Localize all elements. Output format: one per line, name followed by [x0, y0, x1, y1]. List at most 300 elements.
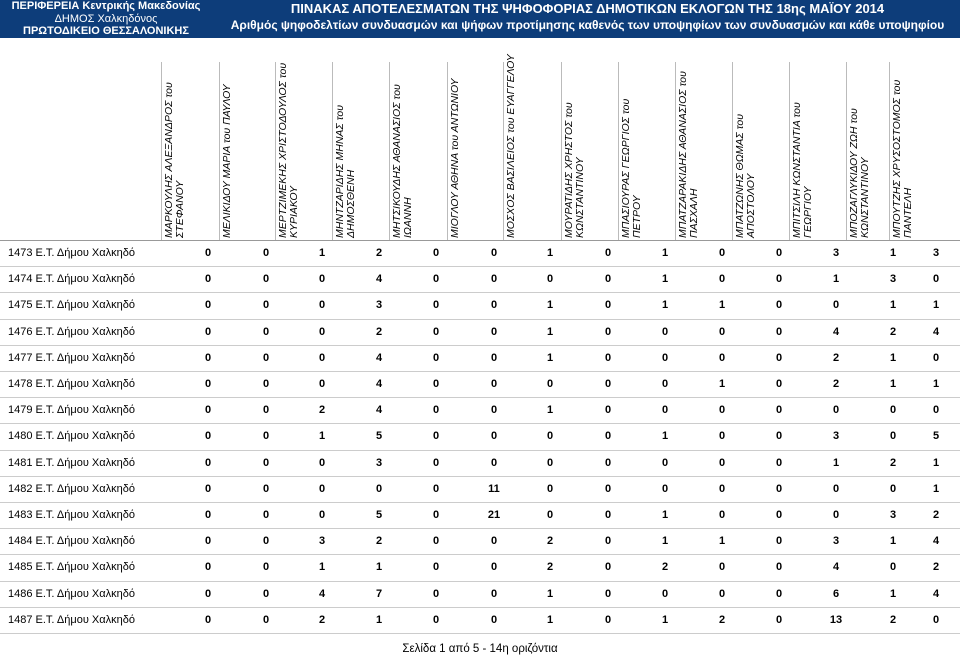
- table-cell: 3: [318, 535, 326, 548]
- table-cell: 0: [490, 378, 498, 390]
- column-header-line: ΣΤΕΦΑΝΟΥ: [174, 180, 186, 238]
- table-cell: 0: [432, 430, 440, 443]
- table-cell: 3: [932, 247, 940, 259]
- column-header: [505, 54, 536, 238]
- table-cell: 0: [775, 247, 783, 259]
- column-divider: [389, 62, 390, 240]
- table-cell: 0: [262, 351, 270, 364]
- table-cell: 0: [832, 482, 840, 495]
- table-cell: 0: [932, 613, 940, 626]
- table-row: [0, 241, 960, 267]
- table-cell: 0: [604, 299, 612, 312]
- table-cell: 0: [604, 482, 612, 495]
- page-header: [0, 0, 960, 38]
- table-cell: 21: [487, 509, 501, 521]
- table-cell: 1: [889, 351, 897, 364]
- table-cell: 0: [775, 587, 783, 600]
- table-cell: 4: [932, 535, 940, 548]
- table-cell: 1: [718, 299, 726, 312]
- table-cell: 0: [718, 273, 726, 286]
- column-header-line: ΜΙΟΓΛΟΥ ΑΘΗΝΑ του ΑΝΤΩΝΙΟΥ: [449, 78, 461, 238]
- table-cell: 1: [661, 430, 669, 443]
- table-cell: 0: [490, 247, 498, 259]
- table-cell: 0: [490, 535, 498, 548]
- table-cell: 2: [932, 509, 940, 521]
- table-cell: 1: [661, 273, 669, 286]
- table-cell: 0: [604, 509, 612, 521]
- column-header-line: ΜΟΣΧΟΣ ΒΑΣΙΛΕΙΟΣ του ΕΥΑΓΓΕΛΟΥ: [505, 54, 517, 238]
- column-divider: [447, 62, 448, 240]
- column-header-line: ΓΕΩΡΓΙΟΥ: [802, 186, 814, 238]
- table-cell: 0: [546, 456, 554, 469]
- row-label: 1483 Ε.Τ. Δήμου Χαλκηδό: [8, 509, 135, 521]
- table-cell: 0: [432, 587, 440, 600]
- table-cell: 0: [318, 456, 326, 469]
- table-cell: 0: [204, 430, 212, 443]
- column-divider: [161, 62, 162, 240]
- row-label: 1477 Ε.Τ. Δήμου Χαλκηδό: [8, 351, 135, 364]
- table-cell: 0: [432, 404, 440, 417]
- table-row: [0, 503, 960, 529]
- row-label: 1484 Ε.Τ. Δήμου Χαλκηδό: [8, 535, 135, 548]
- table-cell: 0: [546, 378, 554, 390]
- table-cell: 0: [718, 456, 726, 469]
- column-divider: [561, 62, 562, 240]
- table-cell: 1: [546, 587, 554, 600]
- header-right: [215, 0, 960, 34]
- table-cell: 0: [661, 351, 669, 364]
- table-cell: 1: [832, 456, 840, 469]
- table-cell: 4: [832, 325, 840, 338]
- table-cell: 1: [932, 378, 940, 390]
- table-row: [0, 398, 960, 424]
- table-cell: 1: [546, 404, 554, 417]
- column-header: [849, 63, 879, 238]
- table-cell: 2: [718, 613, 726, 626]
- table-cell: 0: [490, 404, 498, 417]
- table-cell: 0: [204, 456, 212, 469]
- table-cell: 0: [432, 509, 440, 521]
- table-cell: 0: [775, 325, 783, 338]
- table-cell: 4: [375, 378, 383, 390]
- table-cell: 0: [661, 325, 669, 338]
- table-cell: 0: [432, 535, 440, 548]
- table-row: [0, 477, 960, 503]
- table-cell: 0: [204, 351, 212, 364]
- table-row: [0, 372, 960, 398]
- table-cell: 1: [661, 247, 669, 259]
- column-header-line: ΚΩΝΣΤΑΝΤΙΝΟΥ: [574, 157, 586, 238]
- table-cell: 0: [490, 273, 498, 286]
- column-divider: [618, 62, 619, 240]
- column-header-line: ΠΕΤΡΟΥ: [631, 195, 643, 238]
- table-row: [0, 529, 960, 555]
- column-header-line: ΜΟΥΡΑΤΙΔΗΣ ΧΡΗΣΤΟΣ του: [563, 102, 575, 238]
- table-cell: 0: [262, 378, 270, 390]
- column-header-line: ΜΑΡΚΟΥΛΗΣ ΑΛΕΞΑΝΔΡΟΣ του: [163, 82, 175, 238]
- page-footer: Σελίδα 1 από 5 - 14η οριζόντια: [402, 643, 558, 655]
- column-divider: [732, 62, 733, 240]
- table-cell: 0: [204, 325, 212, 338]
- table-cell: 0: [204, 509, 212, 521]
- table-cell: 1: [661, 535, 669, 548]
- row-label: 1473 Ε.Τ. Δήμου Χαλκηδό: [8, 247, 135, 259]
- column-header-line: ΜΠΟΥΤΖΗΣ ΧΡΥΣΟΣΤΟΜΟΣ του: [891, 79, 903, 238]
- table-cell: 0: [262, 587, 270, 600]
- table-cell: 0: [604, 613, 612, 626]
- table-row: [0, 293, 960, 319]
- table-cell: 1: [546, 351, 554, 364]
- header-left: [0, 0, 212, 38]
- column-header: [222, 63, 252, 238]
- table-cell: 0: [775, 613, 783, 626]
- table-cell: 0: [604, 561, 612, 574]
- table-cell: 1: [546, 299, 554, 312]
- table-cell: 3: [832, 535, 840, 548]
- column-header-line: ΚΩΝΣΤΑΝΤΙΝΟΥ: [859, 157, 871, 238]
- row-label: 1474 Ε.Τ. Δήμου Χαλκηδό: [8, 273, 135, 286]
- table-cell: 0: [604, 351, 612, 364]
- table-cell: 0: [318, 482, 326, 495]
- court-label: ΠΡΩΤΟΔΙΚΕΙΟ ΘΕΣΣΑΛΟΝΙΚΗΣ: [23, 25, 189, 37]
- table-cell: 6: [832, 587, 840, 600]
- table-cell: 0: [262, 299, 270, 312]
- table-row: [0, 608, 960, 634]
- row-label: 1485 Ε.Τ. Δήμου Χαλκηδό: [8, 561, 135, 574]
- table-cell: 4: [932, 587, 940, 600]
- table-cell: 0: [775, 351, 783, 364]
- table-cell: 0: [204, 273, 212, 286]
- table-cell: 0: [832, 299, 840, 312]
- table-row: [0, 582, 960, 608]
- table-cell: 1: [932, 299, 940, 312]
- table-cell: 5: [932, 430, 940, 443]
- table-cell: 0: [775, 482, 783, 495]
- table-cell: 1: [546, 613, 554, 626]
- table-cell: 0: [490, 561, 498, 574]
- column-header-line: ΜΕΡΤΖΙΜΕΚΗΣ ΧΡΙΣΤΟΔΟΥΛΟΣ του: [277, 62, 289, 238]
- table-cell: 0: [546, 509, 554, 521]
- table-cell: 0: [604, 378, 612, 390]
- table-cell: 0: [204, 378, 212, 390]
- table-cell: 0: [604, 430, 612, 443]
- table-cell: 0: [432, 378, 440, 390]
- table-cell: 2: [832, 378, 840, 390]
- table-cell: 0: [204, 535, 212, 548]
- table-cell: 1: [661, 613, 669, 626]
- table-cell: 0: [490, 299, 498, 312]
- table-cell: 1: [889, 378, 897, 390]
- table-cell: 1: [661, 299, 669, 312]
- table-cell: 0: [604, 456, 612, 469]
- table-cell: 0: [262, 535, 270, 548]
- table-cell: 2: [889, 613, 897, 626]
- table-cell: 0: [832, 509, 840, 521]
- table-cell: 13: [829, 613, 843, 626]
- column-header-line: ΜΠΑΤΖΑΡΑΚΙΔΗΣ ΑΘΑΝΑΣΙΟΣ του: [677, 71, 689, 238]
- column-header-line: ΚΥΡΙΑΚΟΥ: [288, 185, 300, 238]
- table-cell: 0: [262, 482, 270, 495]
- column-divider: [889, 62, 890, 240]
- table-cell: 2: [889, 456, 897, 469]
- table-cell: 0: [490, 587, 498, 600]
- column-header: [450, 63, 480, 238]
- table-cell: 0: [775, 273, 783, 286]
- table-cell: 2: [889, 325, 897, 338]
- table-cell: 2: [375, 535, 383, 548]
- column-header: [564, 63, 594, 238]
- table-cell: 0: [661, 456, 669, 469]
- table-cell: 1: [318, 247, 326, 259]
- page-title: ΠΙΝΑΚΑΣ ΑΠΟΤΕΛΕΣΜΑΤΩΝ ΤΗΣ ΨΗΦΟΦΟΡΙΑΣ ΔΗΜΟΤΙΚΩΝ ΕΚΛΟΓΩΝ ΤΗΣ 18ης ΜΑΪΟΥ 2014: [290, 1, 885, 16]
- table-cell: 0: [832, 404, 840, 417]
- table-cell: 0: [262, 456, 270, 469]
- table-cell: 5: [375, 430, 383, 443]
- table-cell: 0: [775, 561, 783, 574]
- column-header-line: ΙΩΑΝΝΗ: [402, 197, 414, 238]
- table-cell: 0: [318, 273, 326, 286]
- table-cell: 4: [932, 325, 940, 338]
- table-cell: 0: [889, 482, 897, 495]
- table-cell: 1: [889, 587, 897, 600]
- table-cell: 2: [318, 613, 326, 626]
- table-cell: 0: [432, 456, 440, 469]
- column-header-line: ΑΠΟΣΤΟΛΟΥ: [745, 173, 757, 238]
- column-header-line: ΠΑΝΤΕΛΗ: [902, 187, 914, 238]
- column-header: [164, 63, 194, 238]
- table-cell: 0: [262, 509, 270, 521]
- row-label: 1486 Ε.Τ. Δήμου Χαλκηδό: [8, 587, 135, 600]
- table-cell: 0: [432, 299, 440, 312]
- table-cell: 0: [318, 351, 326, 364]
- table-cell: 4: [375, 273, 383, 286]
- table-cell: 1: [318, 561, 326, 574]
- table-cell: 1: [889, 299, 897, 312]
- table-cell: 0: [604, 325, 612, 338]
- column-header: [735, 63, 765, 238]
- table-cell: 0: [775, 378, 783, 390]
- column-divider: [789, 62, 790, 240]
- table-cell: 0: [204, 299, 212, 312]
- table-cell: 4: [318, 587, 326, 600]
- table-cell: 0: [318, 509, 326, 521]
- table-cell: 0: [604, 535, 612, 548]
- table-cell: 1: [889, 247, 897, 259]
- column-header-line: ΠΑΣΧΑΛΗ: [688, 188, 700, 238]
- table-cell: 0: [661, 404, 669, 417]
- table-cell: 0: [318, 325, 326, 338]
- table-cell: 1: [718, 535, 726, 548]
- column-header: [678, 63, 708, 238]
- row-label: 1487 Ε.Τ. Δήμου Χαλκηδό: [8, 613, 135, 626]
- table-cell: 3: [889, 273, 897, 286]
- table-row: [0, 424, 960, 450]
- column-divider: [219, 62, 220, 240]
- column-header: [278, 63, 308, 238]
- table-cell: 0: [775, 509, 783, 521]
- table-cell: 0: [204, 247, 212, 259]
- table-cell: 0: [718, 351, 726, 364]
- table-cell: 0: [889, 430, 897, 443]
- column-header-line: ΜΕΛΙΚΙΔΟΥ ΜΑΡΙΑ του ΠΑΥΛΟΥ: [221, 84, 233, 238]
- table-cell: 0: [661, 587, 669, 600]
- table-cell: 0: [932, 351, 940, 364]
- table-cell: 0: [546, 430, 554, 443]
- column-header-line: ΔΗΜΟΣΘΕΝΗ: [345, 169, 357, 238]
- table-cell: 0: [718, 587, 726, 600]
- table-cell: 3: [375, 299, 383, 312]
- table-cell: 0: [718, 247, 726, 259]
- table-cell: 1: [375, 613, 383, 626]
- table-cell: 0: [604, 587, 612, 600]
- table-cell: 0: [661, 482, 669, 495]
- table-cell: 11: [488, 482, 500, 495]
- column-header-line: ΜΠΙΤΣΙΛΗ ΚΩΝΣΤΑΝΤΙΑ του: [791, 102, 803, 238]
- table-cell: 0: [889, 404, 897, 417]
- table-cell: 4: [375, 404, 383, 417]
- table-cell: 0: [204, 482, 212, 495]
- table-cell: 0: [604, 273, 612, 286]
- table-row: [0, 346, 960, 372]
- table-cell: 0: [432, 273, 440, 286]
- table-row: [0, 555, 960, 581]
- table-cell: 0: [204, 404, 212, 417]
- table-cell: 0: [318, 299, 326, 312]
- table-cell: 0: [432, 482, 440, 495]
- table-cell: 0: [775, 430, 783, 443]
- row-label: 1480 Ε.Τ. Δήμου Χαλκηδό: [8, 430, 135, 443]
- table-cell: 0: [718, 509, 726, 521]
- table-cell: 2: [832, 351, 840, 364]
- table-cell: 5: [375, 509, 383, 521]
- table-cell: 0: [546, 482, 554, 495]
- table-cell: 0: [718, 482, 726, 495]
- table-cell: 2: [932, 561, 940, 574]
- table-cell: 1: [375, 561, 383, 574]
- table-cell: 0: [262, 430, 270, 443]
- table-cell: 0: [932, 273, 940, 286]
- table-cell: 0: [432, 613, 440, 626]
- table-cell: 0: [318, 378, 326, 390]
- table-cell: 0: [204, 561, 212, 574]
- row-label: 1482 Ε.Τ. Δήμου Χαλκηδό: [8, 482, 135, 495]
- table-cell: 4: [375, 351, 383, 364]
- table-cell: 0: [204, 613, 212, 626]
- table-cell: 0: [432, 351, 440, 364]
- row-label: 1475 Ε.Τ. Δήμου Χαλκηδό: [8, 299, 135, 312]
- table-cell: 4: [832, 561, 840, 574]
- page-subtitle: Αριθμός ψηφοδελτίων συνδυασμών και ψήφων προτίμησης καθενός των υποψηφίων των συνδυασμών και κάθε υποψηφίου: [230, 18, 945, 32]
- table-cell: 1: [718, 378, 726, 390]
- table-cell: 0: [775, 535, 783, 548]
- table-cell: 0: [432, 561, 440, 574]
- table-cell: 0: [775, 404, 783, 417]
- table-cell: 1: [832, 273, 840, 286]
- table-cell: 0: [718, 430, 726, 443]
- table-cell: 2: [546, 535, 554, 548]
- table-cell: 0: [262, 561, 270, 574]
- table-cell: 0: [204, 587, 212, 600]
- table-cell: 1: [546, 247, 554, 259]
- table-row: [0, 267, 960, 293]
- column-header: [392, 63, 422, 238]
- table-cell: 2: [546, 561, 554, 574]
- table-cell: 3: [375, 456, 383, 469]
- row-label: 1481 Ε.Τ. Δήμου Χαλκηδό: [8, 456, 135, 469]
- column-divider: [675, 62, 676, 240]
- table-cell: 0: [375, 482, 383, 495]
- table-cell: 3: [832, 247, 840, 259]
- table-cell: 0: [775, 456, 783, 469]
- table-cell: 0: [490, 456, 498, 469]
- table-cell: 2: [375, 247, 383, 259]
- municipality-label: ΔΗΜΟΣ Χαλκηδόνος: [54, 12, 158, 25]
- column-header-line: ΜΗΝΤΖΑΡΙΔΗΣ ΜΗΝΑΣ του: [334, 104, 346, 238]
- table-cell: 0: [718, 404, 726, 417]
- table-cell: 0: [490, 325, 498, 338]
- column-divider: [846, 62, 847, 240]
- table-cell: 0: [262, 273, 270, 286]
- column-header: [792, 63, 822, 238]
- table-cell: 0: [490, 613, 498, 626]
- table-cell: 7: [375, 587, 383, 600]
- table-cell: 0: [262, 247, 270, 259]
- table-cell: 0: [718, 561, 726, 574]
- region-label: ΠΕΡΙΦΕΡΕΙΑ Κεντρικής Μακεδονίας: [11, 0, 201, 12]
- table-cell: 2: [375, 325, 383, 338]
- column-header: [335, 63, 365, 238]
- table-cell: 2: [661, 561, 669, 574]
- column-header: [621, 63, 651, 238]
- table-cell: 3: [889, 509, 897, 521]
- column-header: [892, 63, 922, 238]
- table-cell: 1: [932, 482, 940, 495]
- column-header-line: ΜΠΑΤΖΩΝΗΣ ΘΩΜΑΣ του: [734, 113, 746, 238]
- table-cell: 0: [889, 561, 897, 574]
- table-cell: 0: [604, 404, 612, 417]
- table-cell: 0: [932, 404, 940, 417]
- table-cell: 0: [262, 404, 270, 417]
- table-cell: 0: [718, 325, 726, 338]
- table-cell: 0: [546, 273, 554, 286]
- column-divider: [275, 62, 276, 240]
- table-cell: 1: [932, 456, 940, 469]
- row-label: 1479 Ε.Τ. Δήμου Χαλκηδό: [8, 404, 135, 417]
- column-divider: [503, 62, 504, 240]
- table-cell: 1: [318, 430, 326, 443]
- table-cell: 2: [318, 404, 326, 417]
- column-header-line: ΜΠΑΣΙΟΥΡΑΣ ΓΕΩΡΓΙΟΣ του: [620, 98, 632, 238]
- table-row: [0, 451, 960, 477]
- row-divider: [0, 633, 960, 634]
- table-cell: 1: [889, 535, 897, 548]
- table-cell: 0: [604, 247, 612, 259]
- table-cell: 0: [432, 325, 440, 338]
- table-cell: 0: [661, 378, 669, 390]
- table-cell: 0: [432, 247, 440, 259]
- table-cell: 0: [490, 351, 498, 364]
- row-label: 1478 Ε.Τ. Δήμου Χαλκηδό: [8, 378, 135, 390]
- column-header-line: ΜΠΟΖΑΓΛΥΚΙΔΟΥ ΖΩΗ του: [848, 108, 860, 238]
- table-cell: 0: [775, 299, 783, 312]
- table-cell: 0: [262, 613, 270, 626]
- row-label: 1476 Ε.Τ. Δήμου Χαλκηδό: [8, 325, 135, 338]
- table-cell: 0: [262, 325, 270, 338]
- table-cell: 3: [832, 430, 840, 443]
- table-cell: 1: [661, 509, 669, 521]
- table-row: [0, 320, 960, 346]
- table-cell: 0: [490, 430, 498, 443]
